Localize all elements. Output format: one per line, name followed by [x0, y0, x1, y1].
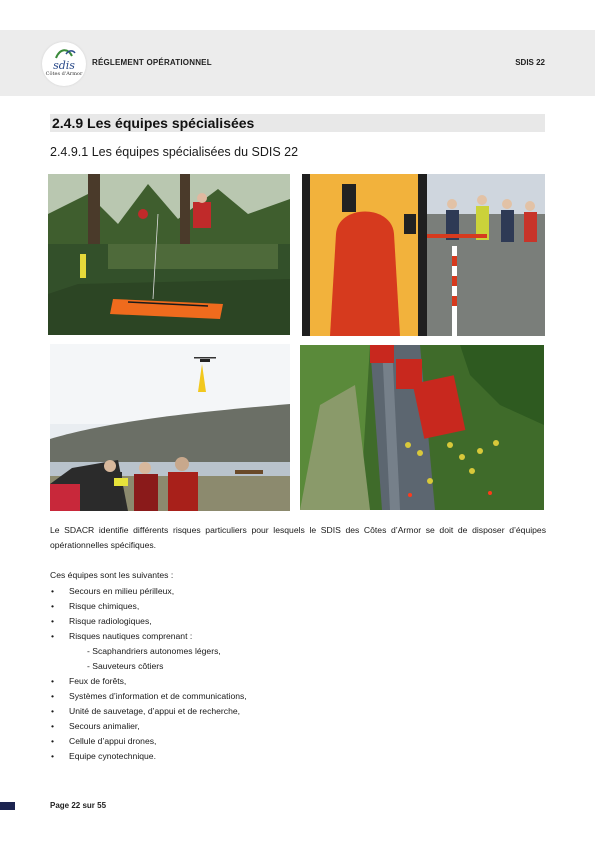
bullet: • [51, 616, 55, 626]
bullet: • [51, 721, 55, 731]
page-number: Page 22 sur 55 [50, 801, 107, 810]
list-item [50, 749, 247, 764]
footer-accent-mark [0, 802, 15, 810]
logo-wordmark: sdis [53, 59, 75, 72]
document-title: RÉGLEMENT OPÉRATIONNEL [92, 58, 212, 67]
sub-list-item [50, 659, 247, 674]
drone-photo [50, 344, 290, 511]
bullet: • [51, 736, 55, 746]
list-item-text: Unité de sauvetage, d’appui et de recherche, [69, 706, 241, 716]
bullet: • [51, 706, 55, 716]
list-item [50, 584, 247, 599]
list-item-text: Equipe cynotechnique. [69, 751, 156, 761]
list-item-text: Systèmes d’information et de communications, [69, 691, 247, 701]
list-item [50, 629, 247, 644]
logo-subtext: Côtes d'Armor [45, 71, 83, 77]
sdis-logo [42, 42, 86, 86]
bullet: • [51, 676, 55, 686]
teams-list [50, 584, 247, 764]
list-item [50, 674, 247, 689]
sub-list-item [50, 644, 247, 659]
list-item [50, 599, 247, 614]
organization-label: SDIS 22 [515, 58, 545, 67]
fire-trucks-aerial-photo [300, 345, 544, 510]
list-item [50, 614, 247, 629]
section-heading-bar [50, 114, 545, 132]
list-item-text: Risque radiologiques, [69, 616, 152, 626]
list-item [50, 689, 247, 704]
page-header [0, 30, 595, 96]
list-item-text: - Scaphandriers autonomes légers, [87, 646, 221, 656]
list-item [50, 704, 247, 719]
list-item [50, 734, 247, 749]
list-item-text: Cellule d’appui drones, [69, 736, 157, 746]
subsection-title: 2.4.9.1 Les équipes spécialisées du SDIS 22 [50, 145, 299, 159]
list-item-text: Secours en milieu périlleux, [69, 586, 175, 596]
bullet: • [51, 751, 55, 761]
intro-paragraph: Le SDACR identifie différents risques particuliers pour lesquels le SDIS des Côtes d’Armor se doit de disposer d’équipes opérationnelles spécifiques. [50, 525, 546, 550]
section-title: 2.4.9 Les équipes spécialisées [52, 115, 255, 131]
list-item-text: Feux de forêts, [69, 676, 127, 686]
list-item-text: Risques nautiques comprenant : [69, 631, 193, 641]
bullet: • [51, 631, 55, 641]
bullet: • [51, 601, 55, 611]
list-intro: Ces équipes sont les suivantes : [50, 570, 174, 580]
list-item-text: Risque chimiques, [69, 601, 140, 611]
chemical-suit-photo [302, 174, 545, 336]
cliff-rescue-photo [48, 174, 290, 335]
list-item-text: - Sauveteurs côtiers [87, 661, 164, 671]
bullet: • [51, 586, 55, 596]
list-item-text: Secours animalier, [69, 721, 140, 731]
bullet: • [51, 691, 55, 701]
list-item [50, 719, 247, 734]
